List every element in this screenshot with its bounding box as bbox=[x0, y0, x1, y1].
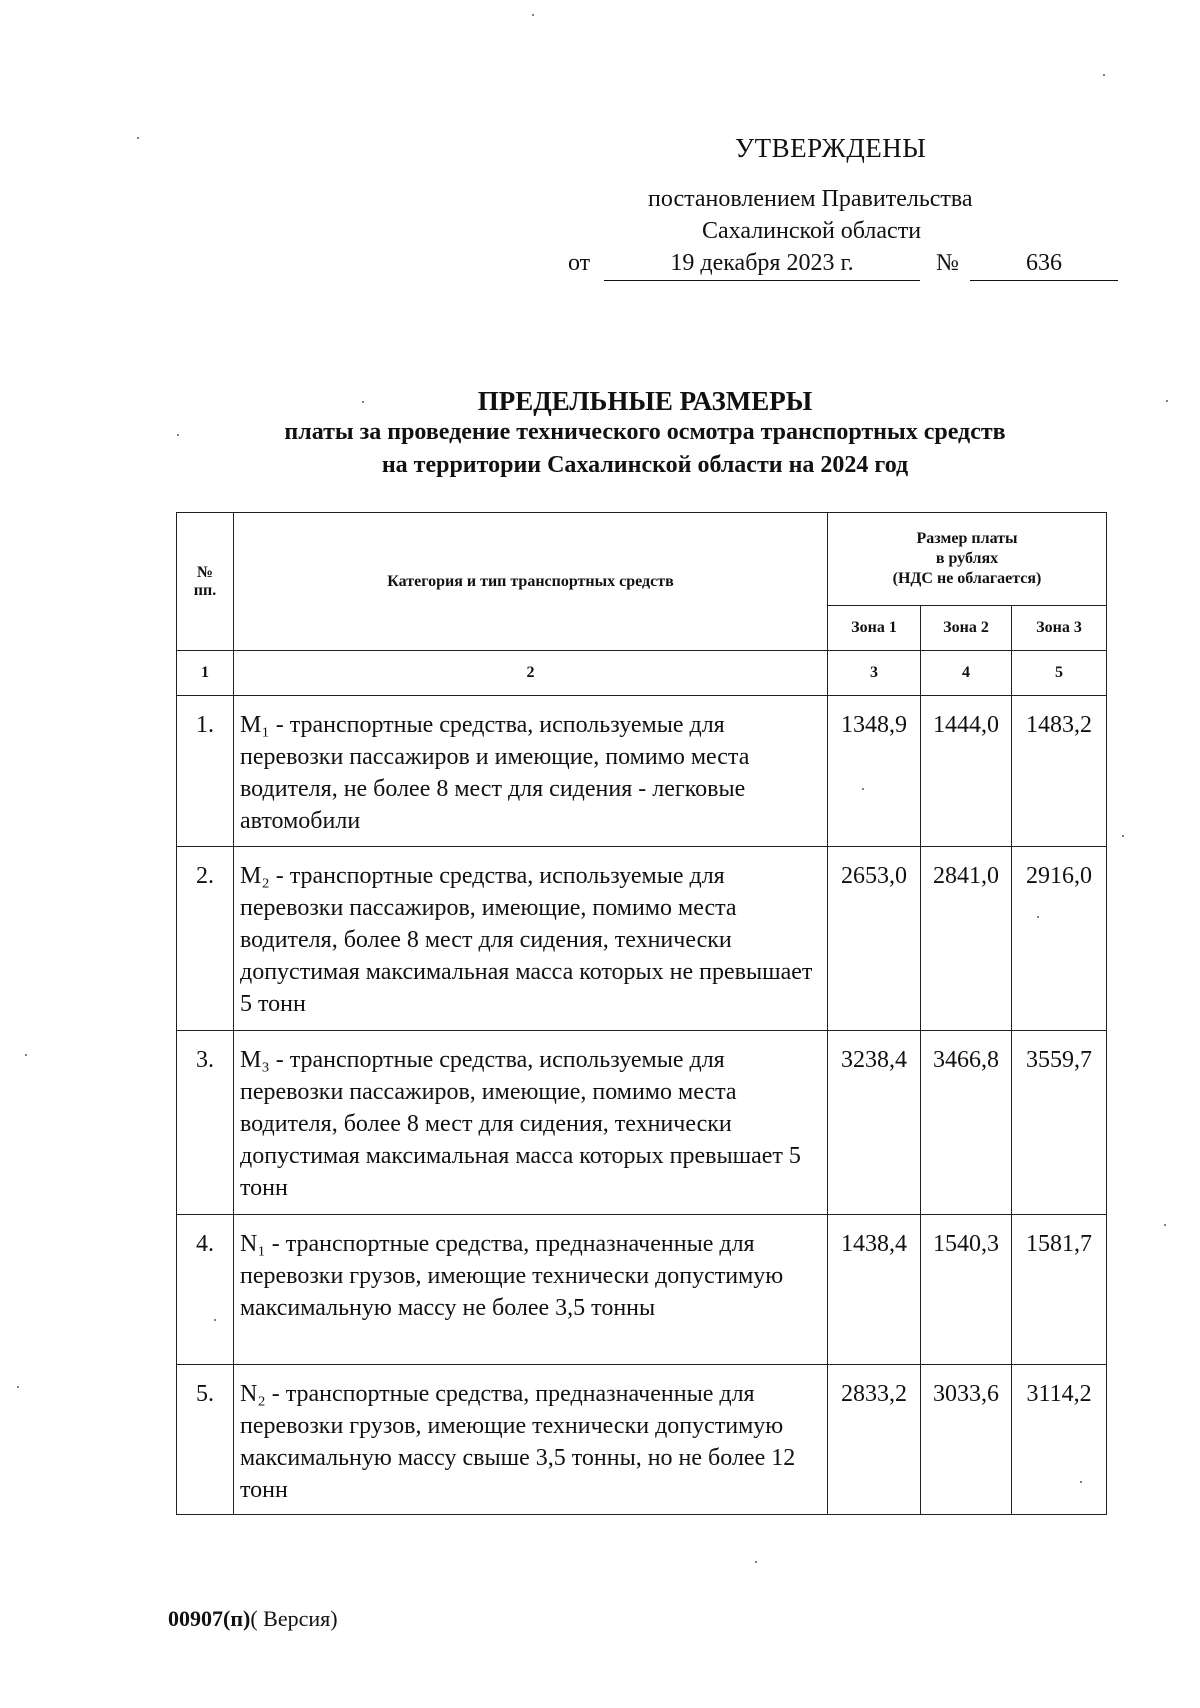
footer-code: 00907(п) bbox=[168, 1606, 251, 1631]
document-subtitle-2: на территории Сахалинской области на 2024 год bbox=[381, 452, 909, 478]
scan-speck bbox=[1122, 835, 1124, 837]
scan-speck bbox=[1037, 916, 1039, 918]
col-number-2: 2 bbox=[234, 651, 828, 696]
scan-speck bbox=[862, 788, 864, 790]
scan-speck bbox=[1164, 1224, 1166, 1226]
approval-line-2: Сахалинской области bbox=[702, 218, 922, 244]
scan-speck bbox=[1166, 400, 1168, 402]
row-num: 5. bbox=[177, 1365, 234, 1515]
fees-table bbox=[176, 512, 1107, 1515]
col-number-5: 5 bbox=[1012, 651, 1107, 696]
scan-speck bbox=[177, 434, 179, 436]
footer-version: ( Версия) bbox=[250, 1606, 338, 1631]
row-zone-2: 1444,0 bbox=[921, 696, 1012, 847]
row-num: 4. bbox=[177, 1215, 234, 1365]
scan-speck bbox=[755, 1561, 757, 1563]
scan-speck bbox=[214, 1319, 216, 1321]
row-zone-1: 1438,4 bbox=[828, 1215, 921, 1365]
number-sign: № bbox=[936, 250, 959, 276]
table-row bbox=[177, 847, 1107, 1031]
row-zone-3: 2916,0 bbox=[1012, 847, 1107, 1031]
table-row bbox=[177, 1215, 1107, 1365]
row-description: N₁ - транспортные средства, предназначенные для перевозки грузов, имеющие технически допустимую максимальную массу не более 3,5 тонны bbox=[234, 1215, 828, 1365]
header-zone-3: Зона 3 bbox=[1012, 606, 1107, 651]
row-zone-2: 3033,6 bbox=[921, 1365, 1012, 1515]
row-zone-3: 1483,2 bbox=[1012, 696, 1107, 847]
header-category: Категория и тип транспортных средств bbox=[234, 513, 828, 651]
row-num: 2. bbox=[177, 847, 234, 1031]
row-zone-1: 1348,9 bbox=[828, 696, 921, 847]
row-zone-1: 3238,4 bbox=[828, 1031, 921, 1215]
row-zone-1: 2653,0 bbox=[828, 847, 921, 1031]
approval-title: УТВЕРЖДЕНЫ bbox=[735, 133, 927, 163]
row-zone-3: 3114,2 bbox=[1012, 1365, 1107, 1515]
scan-speck bbox=[137, 137, 139, 139]
row-zone-2: 2841,0 bbox=[921, 847, 1012, 1031]
footer-note bbox=[168, 1606, 338, 1632]
header-zone-2: Зона 2 bbox=[921, 606, 1012, 651]
row-num: 1. bbox=[177, 696, 234, 847]
approval-date: 19 декабря 2023 г. bbox=[604, 250, 920, 281]
row-zone-3: 1581,7 bbox=[1012, 1215, 1107, 1365]
row-description: M₂ - транспортные средства, используемые для перевозки пассажиров, имеющие, помимо места водителя, более 8 мест для сидения, технически допустимая максимальная масса которых не превышает 5 тонн bbox=[234, 847, 828, 1031]
header-fee-size-text: Размер платы в рублях (НДС не облагается) bbox=[892, 530, 1042, 587]
row-zone-2: 1540,3 bbox=[921, 1215, 1012, 1365]
row-zone-1: 2833,2 bbox=[828, 1365, 921, 1515]
document-subtitle-1: платы за проведение технического осмотра транспортных средств bbox=[284, 419, 1006, 445]
approval-date-row bbox=[568, 250, 1128, 284]
scan-speck bbox=[532, 14, 534, 16]
col-number-3: 3 bbox=[828, 651, 921, 696]
scan-speck bbox=[362, 401, 364, 403]
row-description: M₃ - транспортные средства, используемые для перевозки пассажиров, имеющие, помимо места водителя, более 8 мест для сидения, технически допустимая максимальная масса которых превышает 5 тонн bbox=[234, 1031, 828, 1215]
col-number-4: 4 bbox=[921, 651, 1012, 696]
approval-number: 636 bbox=[970, 250, 1118, 281]
row-description: M₁ - транспортные средства, используемые для перевозки пассажиров и имеющие, помимо места водителя, не более 8 мест для сидения - легковые автомобили bbox=[234, 696, 828, 847]
row-num: 3. bbox=[177, 1031, 234, 1215]
table-row bbox=[177, 1031, 1107, 1215]
header-num bbox=[177, 513, 234, 651]
row-zone-3: 3559,7 bbox=[1012, 1031, 1107, 1215]
approval-line-1: постановлением Правительства bbox=[648, 186, 973, 212]
header-num-text: № пп. bbox=[193, 563, 217, 599]
row-zone-2: 3466,8 bbox=[921, 1031, 1012, 1215]
header-fee-size bbox=[828, 513, 1107, 606]
scan-speck bbox=[17, 1386, 19, 1388]
scan-speck bbox=[25, 1054, 27, 1056]
from-label: от bbox=[568, 250, 591, 276]
document-title: ПРЕДЕЛЬНЫЕ РАЗМЕРЫ bbox=[477, 386, 813, 416]
table-row bbox=[177, 696, 1107, 847]
header-zone-1: Зона 1 bbox=[828, 606, 921, 651]
scan-speck bbox=[1103, 74, 1105, 76]
row-description: N₂ - транспортные средства, предназначенные для перевозки грузов, имеющие технически допустимую максимальную массу свыше 3,5 тонны, но не более 12 тонн bbox=[234, 1365, 828, 1515]
scan-speck bbox=[1080, 1481, 1082, 1483]
col-number-1: 1 bbox=[177, 651, 234, 696]
table-row bbox=[177, 1365, 1107, 1515]
